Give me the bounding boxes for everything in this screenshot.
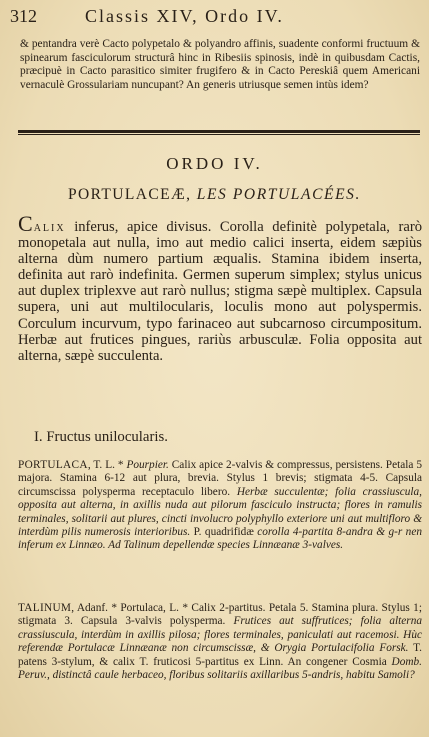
- genus-authority: , T. L. *: [87, 459, 127, 471]
- genus-synonym: Portulaca, L. *: [120, 602, 189, 614]
- genus-description: Calix 2-partitus. Petala 5. Stamina plura. Stylus 1; stigmata 3. Capsula 3-valvis polysperma.: [18, 602, 422, 628]
- page-number: 312: [10, 6, 37, 26]
- genus-note-italic: corolla 4-partita 8-andra & g-r nen inferum ex Linnæo. Ad Talinum depellendæ species Linnæanæ 3-valves.: [18, 526, 422, 552]
- genus-name: TALINUM: [18, 602, 72, 614]
- diagnosis-text: inferus, apice divisus. Corolla definitè polypetala, rarò monopetala aut nulla, imo aut medio calici inserta, eidem sæpiùs alterna dùm numero partium æqualis. Stamina ibidem inserta, definita aut rarò indefinita. Germen superum simplex; stylus unicus aut duplex triplexve aut rarò nullus; stigma sæpè multiplex. Capsula supera, uni aut multilocularis, loculis mono aut polyspermis. Corculum incurvum, typo farinaceo aut subcarnoso circumpositum. Herbæ aut frutices pingues, rariùs arbusculæ. Folia opposita aut alterna, sæpè succulenta.: [18, 219, 422, 364]
- genus-habit: Herbæ succulentæ; folia crassiuscula, opposita aut alterna, in axillis nuda aut pilorum fasciculo instructa; flores in ramulis terminales, solitarii aut plures, cincti involucro polyphyllo exteriore uni aut multifloro & interdùm pilis numerosis interioribus.: [18, 485, 422, 539]
- section-divider: [18, 130, 420, 133]
- genus-name: PORTULACA: [18, 459, 88, 471]
- page-header: [10, 6, 419, 32]
- genus-habit: Frutices aut suffrutices; folia alterna crassiuscula, interdùm in axillis pilosa; flores terminales, paniculati aut racemosi. Hùc referendæ Portulacæ Linnæanæ non circumscissæ, & Orygia Portulacifolia Forsk.: [18, 615, 422, 655]
- genus-description: Calix apice 2-valvis & compressus, persistens. Petala 5 majora. Stamina 6-12 aut plura, brevia. Stylus 1 brevis; stigmata 4-5. Capsula circumscissa polysperma receptaculo libero.: [18, 459, 422, 498]
- genus-note-italic: Domb. Peruv., distinctâ caule herbaceo, floribus solitariis axillaribus 5-andris, habitu Samoli?: [18, 655, 422, 682]
- section-heading: I. Fructus unilocularis.: [34, 429, 168, 445]
- section-divider-thin: [18, 134, 420, 135]
- family-diagnosis: [18, 211, 422, 364]
- family-heading: [0, 186, 429, 204]
- running-title: Classis XIV, Ordo IV.: [85, 6, 284, 26]
- genus-note: T. patens 3-stylum, & calix T. fruticosi 5-partitus ex Linn. An congener Cosmia: [18, 642, 422, 668]
- intro-paragraph: & pentandra verè Cacto polypetalo & polyandro affinis, suadente conformi fructuum & spinearum fasciculorum structurâ hinc in Ribesiis spinosis, indè in quibusdam Cactis, præcipuè in Cacto parasitico simiter frugifero & in Cacto Pereskiâ quem Americani vernaculè Grossulariam nuncupant? An generis utriusque semen intùs idem?: [20, 38, 420, 91]
- genus-entry-talinum: [18, 602, 422, 682]
- genus-vernacular: Pourpier.: [126, 459, 169, 471]
- family-latin: PORTULACEÆ,: [68, 186, 192, 203]
- genus-note: P. quadrifidæ: [190, 526, 258, 539]
- ordo-heading: ORDO IV.: [166, 154, 263, 173]
- genus-entry-portulaca: [18, 459, 422, 553]
- drop-cap: C: [18, 211, 34, 236]
- genus-authority: , Adanf. *: [71, 602, 121, 614]
- drop-cap-lead: alix: [33, 219, 66, 235]
- family-french: LES PORTULACÉES.: [196, 186, 361, 203]
